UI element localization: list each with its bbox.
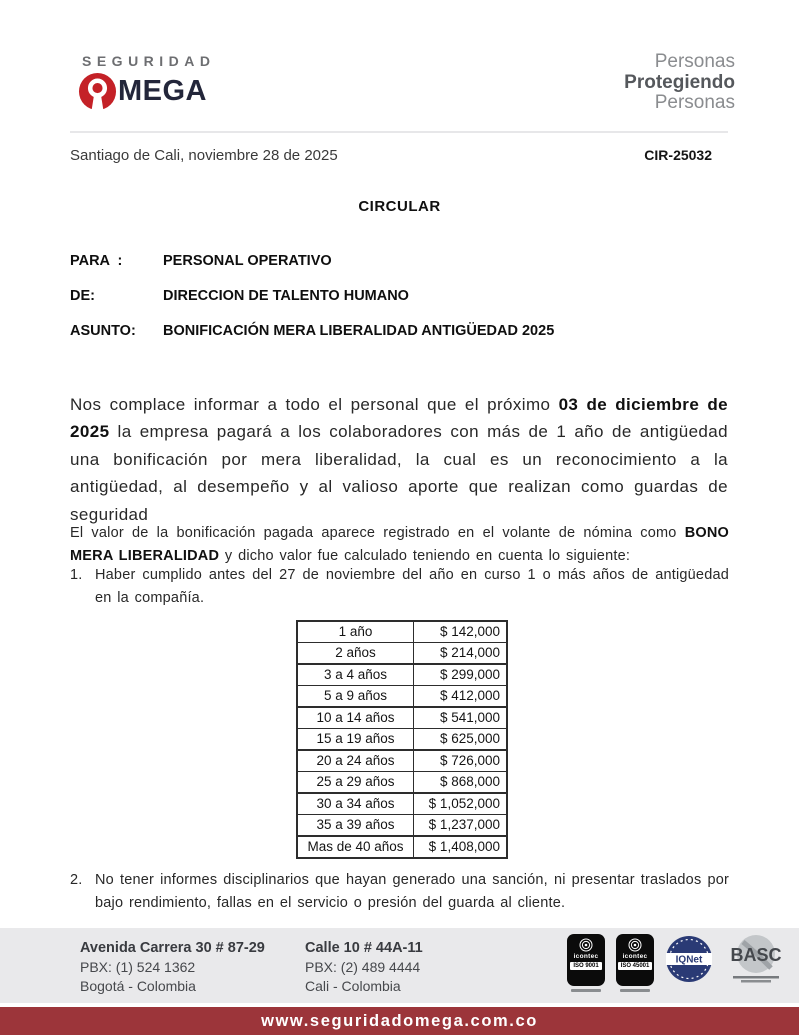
- table-row: [297, 707, 507, 729]
- years-range-cell: 20 a 24 años: [297, 750, 414, 772]
- years-range-cell: 25 a 29 años: [297, 772, 414, 794]
- years-range-cell: 2 años: [297, 643, 414, 665]
- amount-cell: $ 1,408,000: [414, 836, 508, 858]
- amount-cell: $ 625,000: [414, 729, 508, 751]
- office-pbx: PBX: (2) 489 4444: [305, 959, 421, 975]
- office-city: Bogotá - Colombia: [80, 978, 196, 994]
- amount-cell: $ 142,000: [414, 621, 508, 643]
- item-text: No tener informes disciplinarios que hayan generado una sanción, ni presentar traslados por bajo rendimiento, fallas en el servicio o presión del guarda al cliente.: [95, 872, 729, 911]
- certification-logos: [566, 934, 789, 992]
- basc-logo-icon: [723, 934, 789, 991]
- field-value: DIRECCION DE TALENTO HUMANO: [163, 288, 409, 304]
- amount-cell: $ 214,000: [414, 643, 508, 665]
- field-para: [70, 253, 554, 269]
- certificate-number-bar: [620, 989, 650, 992]
- brand-tagline: [624, 52, 735, 114]
- years-range-cell: 1 año: [297, 621, 414, 643]
- office-address: Calle 10 # 44A-11: [305, 940, 423, 956]
- office-cali: [305, 939, 423, 996]
- body-paragraph-2: El valor de la bonificación pagada aparece registrado en el volante de nómina como BONO MERA LIBERALIDAD y dicho valor fue calculado teniendo en cuenta lo siguiente:: [70, 524, 729, 564]
- icontec-iso9001-badge-icon: icontec ISO 9001: [566, 934, 606, 992]
- table-row: [297, 793, 507, 815]
- svg-text:IQNet: IQNet: [675, 954, 703, 966]
- item-text: Haber cumplido antes del 27 de noviembre del año en curso 1 o más años de antigüedad en la compañía.: [95, 567, 729, 606]
- svg-text:BASC: BASC: [730, 945, 782, 965]
- company-logo: [78, 53, 216, 111]
- amount-cell: $ 412,000: [414, 686, 508, 708]
- office-bogota: [80, 939, 265, 996]
- amount-cell: $ 541,000: [414, 707, 508, 729]
- place-date: Santiago de Cali, noviembre 28 de 2025: [70, 147, 338, 164]
- amount-cell: $ 299,000: [414, 664, 508, 686]
- years-range-cell: 3 a 4 años: [297, 664, 414, 686]
- omega-logo-icon: [78, 72, 117, 111]
- table-row: [297, 750, 507, 772]
- logo-wordmark-top: SEGURIDAD: [82, 53, 216, 69]
- years-range-cell: 30 a 34 años: [297, 793, 414, 815]
- table-row: [297, 772, 507, 794]
- website-bar: [0, 1007, 799, 1035]
- numbered-item-2: [70, 869, 729, 915]
- years-range-cell: 15 a 19 años: [297, 729, 414, 751]
- office-pbx: PBX: (1) 524 1362: [80, 959, 196, 975]
- item-number: 1.: [70, 567, 83, 583]
- field-value: PERSONAL OPERATIVO: [163, 253, 332, 269]
- years-range-cell: Mas de 40 años: [297, 836, 414, 858]
- amount-cell: $ 726,000: [414, 750, 508, 772]
- table-row: [297, 664, 507, 686]
- table-row: [297, 729, 507, 751]
- item-number: 2.: [70, 872, 83, 888]
- field-label: ASUNTO:: [70, 323, 136, 339]
- table-row: [297, 815, 507, 837]
- footer-band: [0, 928, 799, 1003]
- field-label: DE:: [70, 288, 95, 304]
- amount-cell: $ 868,000: [414, 772, 508, 794]
- header-divider: [70, 131, 728, 133]
- logo-wordmark-main: MEGA: [118, 75, 207, 107]
- field-label: PARA :: [70, 253, 123, 269]
- iqnet-logo-icon: [664, 934, 714, 989]
- amount-cell: $ 1,237,000: [414, 815, 508, 837]
- office-city: Cali - Colombia: [305, 978, 401, 994]
- tagline-line: Protegiendo: [624, 71, 735, 93]
- field-de: [70, 288, 554, 304]
- certificate-number-bar: [571, 989, 601, 992]
- field-asunto: [70, 323, 554, 339]
- years-range-cell: 35 a 39 años: [297, 815, 414, 837]
- table-row: [297, 836, 507, 858]
- body-paragraph-1: Nos complace informar a todo el personal que el próximo 03 de diciembre de 2025 la empresa pagará a los colaboradores con más de 1 año de antigüedad una bonificación por mera liberalidad, la cual es un reconocimiento a la antigüedad, al desempeño y al valioso aporte que realizan como guardas de seguridad: [70, 395, 728, 524]
- icontec-iso45001-badge-icon: icontec ISO 45001: [615, 934, 655, 992]
- document-title: CIRCULAR: [358, 198, 441, 215]
- tagline-line: Personas: [654, 51, 735, 72]
- years-range-cell: 5 a 9 años: [297, 686, 414, 708]
- website-url: www.seguridadomega.com.co: [261, 1011, 538, 1030]
- seniority-bonus-table: [296, 620, 508, 859]
- circular-reference: CIR-25032: [644, 147, 712, 163]
- table-row: [297, 643, 507, 665]
- tagline-line: Personas: [654, 92, 735, 113]
- years-range-cell: 10 a 14 años: [297, 707, 414, 729]
- office-address: Avenida Carrera 30 # 87-29: [80, 940, 265, 956]
- amount-cell: $ 1,052,000: [414, 793, 508, 815]
- table-row: [297, 686, 507, 708]
- numbered-item-1: [70, 564, 729, 610]
- table-row: [297, 621, 507, 643]
- recipient-fields: [70, 253, 554, 358]
- field-value: BONIFICACIÓN MERA LIBERALIDAD ANTIGÜEDAD 2025: [163, 323, 555, 339]
